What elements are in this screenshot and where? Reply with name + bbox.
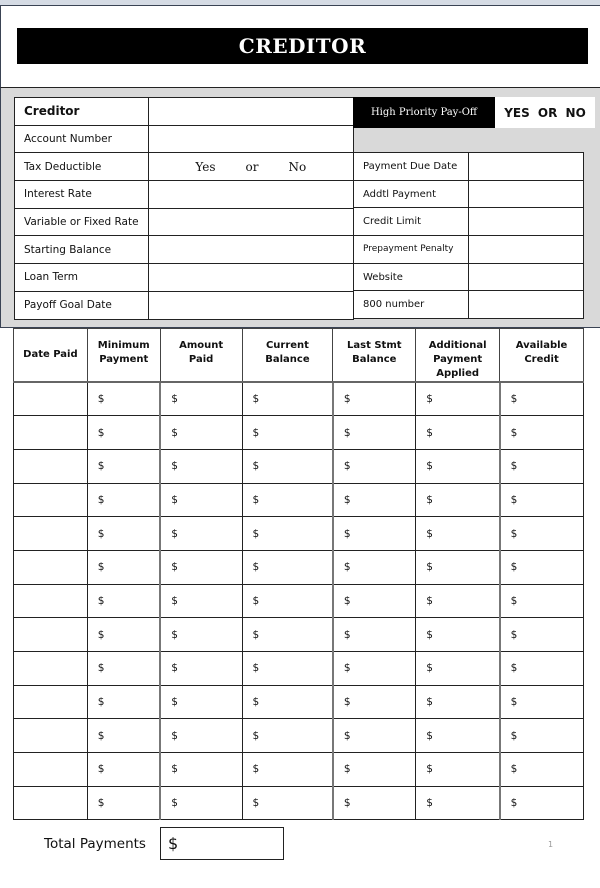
current-balance-cell[interactable]: $ [242, 517, 333, 551]
amount-paid-cell[interactable]: $ [160, 517, 242, 551]
date-paid-cell[interactable] [14, 517, 88, 551]
phone-800-field[interactable] [469, 291, 584, 319]
info-label: Payoff Goal Date [15, 291, 149, 319]
last-stmt-balance-cell[interactable]: $ [333, 719, 416, 753]
minimum-payment-cell[interactable]: $ [87, 584, 160, 618]
column-header-text: Payment [99, 354, 149, 365]
minimum-payment-cell[interactable]: $ [87, 517, 160, 551]
tax-yes-option[interactable]: Yes [195, 159, 216, 174]
info-label: Account Number [15, 125, 149, 153]
column-header-text: Paid [188, 354, 214, 365]
prepayment-penalty-field[interactable] [469, 236, 584, 264]
info-row-800-number [354, 291, 584, 319]
amount-paid-cell[interactable]: $ [160, 753, 242, 787]
last-stmt-balance-cell[interactable]: $ [333, 618, 416, 652]
available-credit-cell[interactable]: $ [500, 416, 584, 450]
additional-payment-applied-cell[interactable]: $ [416, 786, 500, 820]
available-credit-cell[interactable]: $ [500, 584, 584, 618]
loan-term-field[interactable] [148, 264, 353, 292]
page-title: CREDITOR [17, 28, 588, 64]
minimum-payment-cell[interactable]: $ [87, 618, 160, 652]
last-stmt-balance-cell[interactable]: $ [333, 449, 416, 483]
amount-paid-cell[interactable]: $ [160, 449, 242, 483]
additional-payment-applied-cell[interactable]: $ [416, 483, 500, 517]
current-balance-cell[interactable]: $ [242, 786, 333, 820]
column-header-text: Balance [265, 354, 310, 365]
date-paid-cell[interactable] [14, 550, 88, 584]
info-row-addtl-payment [354, 180, 584, 208]
table-row [14, 719, 584, 753]
available-credit-cell[interactable]: $ [500, 618, 584, 652]
current-balance-cell[interactable]: $ [242, 416, 333, 450]
column-header-text: Balance [352, 354, 397, 365]
addtl-payment-field[interactable] [469, 180, 584, 208]
creditor-field[interactable] [148, 98, 353, 126]
last-stmt-balance-cell[interactable]: $ [333, 483, 416, 517]
table-row [14, 652, 584, 686]
available-credit-cell[interactable]: $ [500, 449, 584, 483]
column-header-additional-payment-applied [416, 329, 500, 383]
column-header-text: Date Paid [23, 349, 78, 360]
column-header-minimum-payment [87, 329, 160, 383]
payment-due-date-field[interactable] [469, 153, 584, 181]
amount-paid-cell[interactable]: $ [160, 550, 242, 584]
minimum-payment-cell[interactable]: $ [87, 719, 160, 753]
last-stmt-balance-cell[interactable]: $ [333, 753, 416, 787]
page-number: 1 [548, 840, 554, 849]
info-label: 800 number [354, 291, 469, 319]
last-stmt-balance-cell[interactable]: $ [333, 786, 416, 820]
info-row-tax-deductible [15, 153, 354, 181]
last-stmt-balance-cell[interactable]: $ [333, 685, 416, 719]
additional-payment-applied-cell[interactable]: $ [416, 719, 500, 753]
info-row-website [354, 263, 584, 291]
table-row [14, 449, 584, 483]
credit-limit-field[interactable] [469, 208, 584, 236]
additional-payment-applied-cell[interactable]: $ [416, 584, 500, 618]
info-label: Website [354, 263, 469, 291]
minimum-payment-cell[interactable]: $ [87, 416, 160, 450]
additional-payment-applied-cell[interactable]: $ [416, 517, 500, 551]
info-label: Variable or Fixed Rate [15, 208, 149, 236]
info-label: Prepayment Penalty [354, 236, 469, 264]
column-header-text: Minimum [97, 340, 150, 351]
current-balance-cell[interactable]: $ [242, 652, 333, 686]
amount-paid-cell[interactable]: $ [160, 382, 242, 416]
available-credit-cell[interactable]: $ [500, 786, 584, 820]
date-paid-cell[interactable] [14, 483, 88, 517]
current-balance-cell[interactable]: $ [242, 719, 333, 753]
current-balance-cell[interactable]: $ [242, 382, 333, 416]
current-balance-cell[interactable]: $ [242, 753, 333, 787]
minimum-payment-cell[interactable]: $ [87, 753, 160, 787]
last-stmt-balance-cell[interactable]: $ [333, 584, 416, 618]
current-balance-cell[interactable]: $ [242, 685, 333, 719]
tax-deductible-field[interactable] [148, 153, 353, 181]
date-paid-cell[interactable] [14, 786, 88, 820]
date-paid-cell[interactable] [14, 753, 88, 787]
current-balance-cell[interactable]: $ [242, 449, 333, 483]
tax-no-option[interactable]: No [288, 159, 307, 174]
column-header-date-paid [14, 329, 88, 383]
last-stmt-balance-cell[interactable]: $ [333, 517, 416, 551]
available-credit-cell[interactable]: $ [500, 685, 584, 719]
minimum-payment-cell[interactable]: $ [87, 786, 160, 820]
column-header-text: Payment [433, 354, 483, 365]
minimum-payment-cell[interactable]: $ [87, 382, 160, 416]
table-row [14, 483, 584, 517]
info-label: Creditor [15, 98, 149, 126]
table-row [14, 618, 584, 652]
additional-payment-applied-cell[interactable]: $ [416, 618, 500, 652]
column-header-text: Amount [179, 340, 224, 351]
column-header-amount-paid [160, 329, 242, 383]
amount-paid-cell[interactable]: $ [160, 483, 242, 517]
info-row-credit-limit [354, 208, 584, 236]
table-row [14, 584, 584, 618]
additional-payment-applied-cell[interactable]: $ [416, 652, 500, 686]
high-priority-label: High Priority Pay-Off [353, 97, 495, 128]
amount-paid-cell[interactable]: $ [160, 719, 242, 753]
column-header-text: Available [515, 340, 568, 351]
additional-payment-applied-cell[interactable]: $ [416, 416, 500, 450]
info-label: Tax Deductible [15, 153, 149, 181]
info-row-rate-type [15, 208, 354, 236]
info-label: Starting Balance [15, 236, 149, 264]
account-number-field[interactable] [148, 125, 353, 153]
amount-paid-cell[interactable]: $ [160, 652, 242, 686]
website-field[interactable] [469, 263, 584, 291]
info-row-account-number [15, 125, 354, 153]
table-row [14, 382, 584, 416]
amount-paid-cell[interactable]: $ [160, 584, 242, 618]
additional-payment-applied-cell[interactable]: $ [416, 449, 500, 483]
info-row-loan-term [15, 264, 354, 292]
date-paid-cell[interactable] [14, 719, 88, 753]
minimum-payment-cell[interactable]: $ [87, 483, 160, 517]
column-header-text: Credit [524, 354, 559, 365]
column-header-text: Last Stmt [347, 340, 402, 351]
amount-paid-cell[interactable]: $ [160, 416, 242, 450]
additional-payment-applied-cell[interactable]: $ [416, 382, 500, 416]
table-body [14, 382, 584, 820]
payoff-goal-date-field[interactable] [148, 291, 353, 319]
table-row [14, 753, 584, 787]
info-label: Loan Term [15, 264, 149, 292]
column-header-available-credit [500, 329, 584, 383]
tax-or-text: or [245, 159, 259, 174]
rate-type-field[interactable] [148, 208, 353, 236]
current-balance-cell[interactable]: $ [242, 483, 333, 517]
payments-table [13, 328, 584, 820]
available-credit-cell[interactable]: $ [500, 719, 584, 753]
payment-details-table [353, 152, 584, 319]
current-balance-cell[interactable]: $ [242, 584, 333, 618]
last-stmt-balance-cell[interactable]: $ [333, 550, 416, 584]
date-paid-cell[interactable] [14, 584, 88, 618]
interest-rate-field[interactable] [148, 181, 353, 209]
info-row-payoff-goal-date [15, 291, 354, 319]
info-label: Addtl Payment [354, 180, 469, 208]
current-balance-cell[interactable]: $ [242, 618, 333, 652]
high-priority-yes-no-field[interactable]: YES OR NO [495, 97, 595, 128]
current-balance-cell[interactable]: $ [242, 550, 333, 584]
additional-payment-applied-cell[interactable]: $ [416, 685, 500, 719]
table-row [14, 517, 584, 551]
available-credit-cell[interactable]: $ [500, 382, 584, 416]
additional-payment-applied-cell[interactable]: $ [416, 753, 500, 787]
total-payments-label: Total Payments [44, 836, 146, 852]
creditor-info-table [14, 97, 354, 320]
available-credit-cell[interactable]: $ [500, 517, 584, 551]
starting-balance-field[interactable] [148, 236, 353, 264]
available-credit-cell[interactable]: $ [500, 550, 584, 584]
info-label: Credit Limit [354, 208, 469, 236]
last-stmt-balance-cell[interactable]: $ [333, 652, 416, 686]
column-header-last-stmt-balance [333, 329, 416, 383]
minimum-payment-cell[interactable]: $ [87, 449, 160, 483]
info-row-starting-balance [15, 236, 354, 264]
available-credit-cell[interactable]: $ [500, 652, 584, 686]
table-row [14, 416, 584, 450]
date-paid-cell[interactable] [14, 618, 88, 652]
date-paid-cell[interactable] [14, 416, 88, 450]
info-row-creditor [15, 98, 354, 126]
amount-paid-cell[interactable]: $ [160, 618, 242, 652]
amount-paid-cell[interactable]: $ [160, 786, 242, 820]
available-credit-cell[interactable]: $ [500, 483, 584, 517]
info-row-interest-rate [15, 181, 354, 209]
last-stmt-balance-cell[interactable]: $ [333, 382, 416, 416]
minimum-payment-cell[interactable]: $ [87, 550, 160, 584]
amount-paid-cell[interactable]: $ [160, 685, 242, 719]
date-paid-cell[interactable] [14, 382, 88, 416]
info-row-payment-due-date [354, 153, 584, 181]
date-paid-cell[interactable] [14, 652, 88, 686]
table-row [14, 786, 584, 820]
table-row [14, 685, 584, 719]
info-label: Interest Rate [15, 181, 149, 209]
column-header-current-balance [242, 329, 333, 383]
last-stmt-balance-cell[interactable]: $ [333, 416, 416, 450]
minimum-payment-cell[interactable]: $ [87, 685, 160, 719]
minimum-payment-cell[interactable]: $ [87, 652, 160, 686]
info-row-prepayment-penalty [354, 236, 584, 264]
column-header-text: Additional [428, 340, 487, 351]
info-label: Payment Due Date [354, 153, 469, 181]
total-payments-field[interactable]: $ [160, 827, 284, 860]
available-credit-cell[interactable]: $ [500, 753, 584, 787]
date-paid-cell[interactable] [14, 449, 88, 483]
column-header-text: Current [265, 340, 309, 351]
table-header-row [14, 329, 584, 383]
additional-payment-applied-cell[interactable]: $ [416, 550, 500, 584]
table-row [14, 550, 584, 584]
header-area [0, 6, 600, 88]
date-paid-cell[interactable] [14, 685, 88, 719]
column-header-text: Applied [436, 368, 480, 379]
